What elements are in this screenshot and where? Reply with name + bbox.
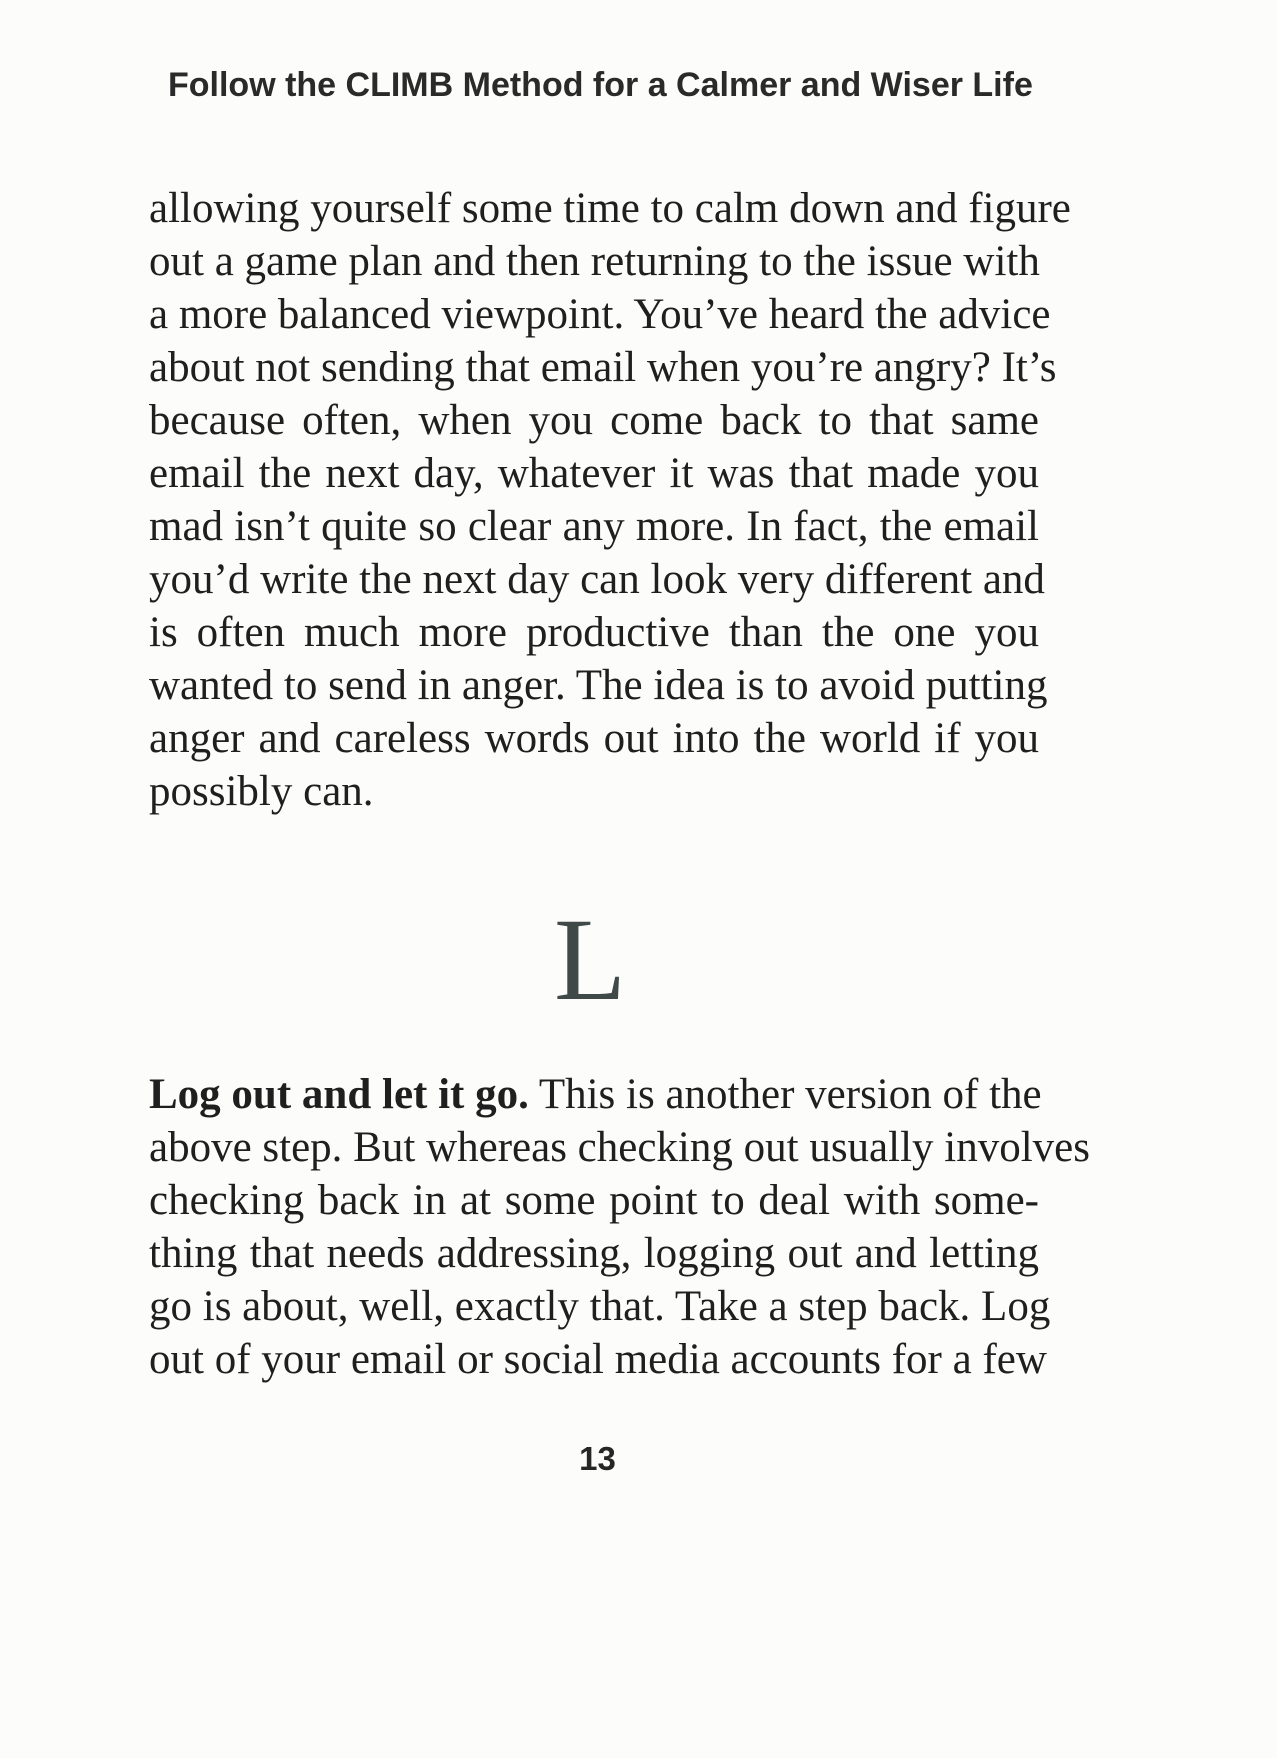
text-line-first — [149, 1068, 1042, 1121]
text-line: mad isn’t quite so clear any more. In fact, the email — [149, 503, 1039, 550]
text-line: you’d write the next day can look very different and — [149, 556, 1045, 603]
text-line: go is about, well, exactly that. Take a step back. Log — [149, 1283, 1051, 1330]
text-line: wanted to send in anger. The idea is to avoid putting — [149, 662, 1048, 709]
text-line: out of your email or social media accounts for a few — [149, 1336, 1047, 1383]
paragraph-2 — [149, 1068, 1091, 1386]
text-line: about not sending that email when you’re angry? It’s — [149, 344, 1057, 391]
section-letter-heading: L — [553, 894, 627, 1025]
text-line: anger and careless words out into the world if you — [149, 715, 1039, 762]
text-line: checking back in at some point to deal with some- — [149, 1177, 1039, 1224]
text-line: above step. But whereas checking out usually involves — [149, 1124, 1091, 1171]
text-line: a more balanced viewpoint. You’ve heard the advice — [149, 291, 1051, 338]
text-line: possibly can. — [149, 768, 374, 815]
text-line: email the next day, whatever it was that made you — [149, 450, 1039, 497]
lead-in-phrase: Log out and let it go. — [149, 1071, 529, 1118]
text-line: thing that needs addressing, logging out and letting — [149, 1230, 1039, 1277]
paragraph-1 — [149, 182, 1071, 818]
running-head: Follow the CLIMB Method for a Calmer and Wiser Life — [168, 66, 1033, 104]
text-line-rest: This is another version of the — [528, 1071, 1042, 1118]
text-line: out a game plan and then returning to the issue with — [149, 238, 1040, 285]
text-line: is often much more productive than the one you — [149, 609, 1039, 656]
text-line: allowing yourself some time to calm down and figure — [149, 185, 1071, 232]
page-number: 13 — [579, 1440, 616, 1477]
text-line: because often, when you come back to that same — [149, 397, 1039, 444]
